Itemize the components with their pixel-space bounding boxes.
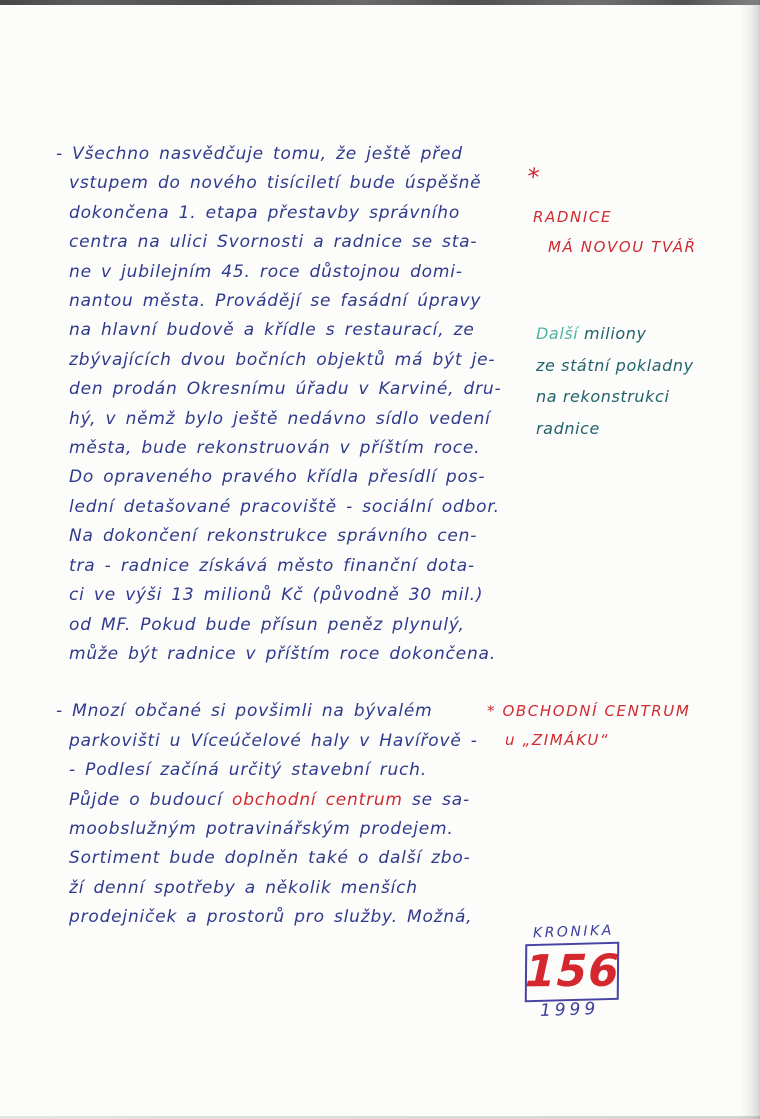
top-scan-edge-artifact [0, 0, 760, 5]
text-line: - Podlesí začíná určitý stavební ruch. [69, 760, 427, 781]
margin-heading-radnice [533, 202, 697, 262]
page-number: 156 [523, 945, 621, 998]
text-line: ží denní spotřeby a několik menších [69, 877, 418, 898]
text-line: lední detašované pracoviště - sociální odbor. [69, 496, 500, 517]
heading-line: MÁ NOVOU TVÁŘ [548, 238, 697, 256]
footer-year: 1999 [539, 998, 600, 1022]
text-line-with-red-phrase [56, 786, 548, 815]
text-line: zbývajících dvou bočních objektů má být je- [69, 349, 496, 370]
kronika-label: KRONIKA [532, 922, 615, 942]
text-line: den prodán Okresnímu úřadu v Karviné, dru- [69, 379, 502, 400]
right-scan-edge-artifact [740, 0, 760, 1119]
text-line: Sortiment bude doplněn také o další zbo- [69, 848, 471, 869]
text-line: ci ve výši 13 milionů Kč (původně 30 mil.) [69, 585, 484, 606]
text-line: nantou města. Provádějí se fasádní úpravy [69, 291, 482, 312]
heading-line: u „ZIMÁKU“ [505, 731, 610, 749]
note-line [536, 318, 694, 350]
page-number-box [525, 942, 619, 1002]
body-text [56, 140, 548, 933]
note-line: ze státní pokladny [536, 355, 694, 375]
text-segment: Půjde o budoucí [69, 789, 233, 810]
note-line: na rekonstrukci [536, 387, 670, 406]
red-asterisk-marker: * [525, 162, 541, 192]
paragraph-radnice [56, 140, 548, 669]
margin-note-dalsi-miliony [536, 318, 694, 444]
text-line: dokončena 1. etapa přestavby správního [69, 202, 461, 223]
red-ink-phrase: obchodní centrum [232, 789, 403, 810]
text-line: - Mnozí občané si povšimli na bývalém [56, 701, 433, 722]
text-line: hý, v němž bylo ještě nedávno sídlo vedení [69, 408, 491, 429]
text-line: parkovišti u Víceúčelové haly v Havířově - [69, 730, 478, 751]
text-segment: se sa- [402, 789, 470, 810]
text-line: - Všechno nasvědčuje tomu, že ještě před [56, 144, 463, 164]
text-line: Do opraveného pravého křídla přesídlí pos- [69, 467, 486, 488]
margin-heading-obchodni-centrum [487, 697, 690, 755]
text-line: ne v jubilejním 45. roce důstojnou domi- [69, 261, 463, 282]
heading-line: * OBCHODNÍ CENTRUM [487, 702, 691, 720]
text-line: prodejniček a prostorů pro služby. Možná, [69, 907, 473, 928]
note-segment: miliony [578, 324, 647, 343]
text-line: tra - radnice získává město finanční dota- [69, 555, 475, 576]
text-line: od MF. Pokud bude přísun peněz plynulý, [69, 614, 465, 635]
text-line: města, bude rekonstruován v příštím roce. [69, 438, 481, 459]
text-line: Na dokončení rekonstrukce správního cen- [69, 526, 478, 547]
text-line: moobslužným potravinářským prodejem. [69, 818, 454, 839]
heading-line: RADNICE [533, 208, 613, 226]
text-line: vstupem do nového tisíciletí bude úspěšně [69, 173, 482, 194]
text-line: může být radnice v příštím roce dokončena. [69, 643, 496, 664]
note-line: radnice [536, 418, 600, 438]
highlighted-word: Další [536, 324, 579, 343]
text-line: centra na ulici Svornosti a radnice se sta- [69, 232, 478, 253]
paragraph-obchodni-centrum [56, 697, 548, 932]
text-line: na hlavní budově a křídle s restaurací, ze [69, 320, 475, 341]
